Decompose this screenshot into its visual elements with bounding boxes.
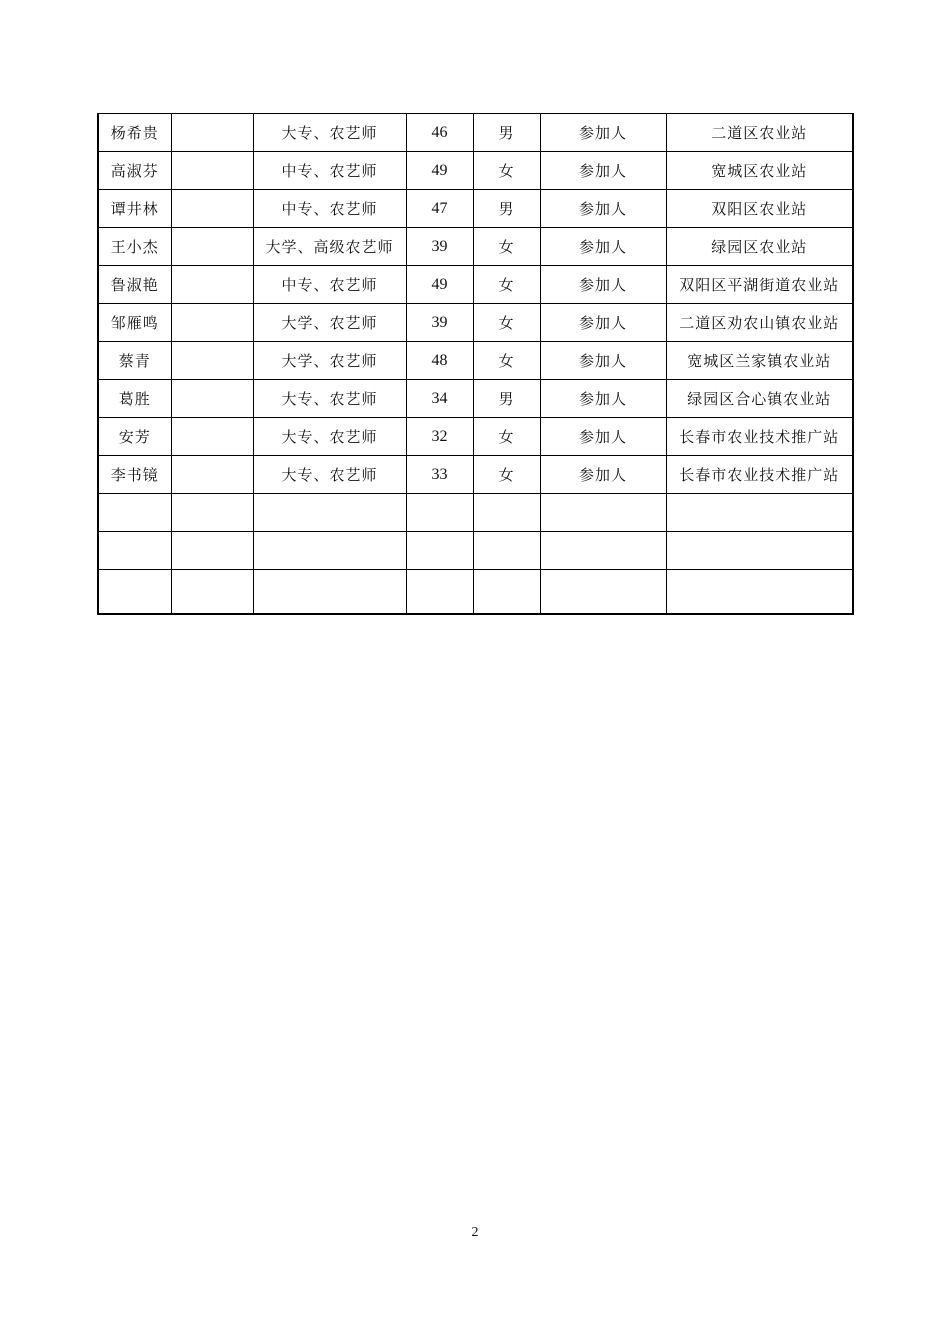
role-cell: 参加人 (540, 152, 666, 190)
role-cell: 参加人 (540, 342, 666, 380)
education-cell: 大专、农艺师 (253, 456, 406, 494)
unit-cell (666, 532, 853, 570)
education-cell: 中专、农艺师 (253, 266, 406, 304)
education-cell: 大专、农艺师 (253, 418, 406, 456)
role-cell: 参加人 (540, 228, 666, 266)
role-cell: 参加人 (540, 114, 666, 152)
age-cell (406, 532, 473, 570)
education-cell: 大学、农艺师 (253, 342, 406, 380)
name-cell: 邹雁鸣 (98, 304, 171, 342)
unit-cell: 二道区劝农山镇农业站 (666, 304, 853, 342)
role-cell: 参加人 (540, 380, 666, 418)
table-row (98, 456, 853, 494)
name-cell (98, 570, 171, 615)
education-cell: 大专、农艺师 (253, 380, 406, 418)
table-row (98, 114, 853, 152)
age-cell: 34 (406, 380, 473, 418)
age-cell: 49 (406, 266, 473, 304)
blank-cell (171, 190, 253, 228)
name-cell: 葛胜 (98, 380, 171, 418)
table-row (98, 228, 853, 266)
unit-cell: 绿园区合心镇农业站 (666, 380, 853, 418)
education-cell: 中专、农艺师 (253, 152, 406, 190)
blank-cell (171, 152, 253, 190)
table-row (98, 342, 853, 380)
gender-cell: 女 (473, 456, 540, 494)
participant-table (97, 113, 854, 615)
table-row (98, 152, 853, 190)
name-cell: 鲁淑艳 (98, 266, 171, 304)
gender-cell: 女 (473, 152, 540, 190)
gender-cell (473, 494, 540, 532)
gender-cell: 女 (473, 228, 540, 266)
table-row (98, 532, 853, 570)
unit-cell (666, 494, 853, 532)
role-cell: 参加人 (540, 190, 666, 228)
education-cell (253, 570, 406, 615)
table-row (98, 190, 853, 228)
education-cell (253, 494, 406, 532)
role-cell (540, 494, 666, 532)
name-cell: 王小杰 (98, 228, 171, 266)
role-cell: 参加人 (540, 266, 666, 304)
unit-cell: 双阳区农业站 (666, 190, 853, 228)
gender-cell: 女 (473, 304, 540, 342)
role-cell: 参加人 (540, 456, 666, 494)
education-cell (253, 532, 406, 570)
name-cell: 李书镜 (98, 456, 171, 494)
education-cell: 大专、农艺师 (253, 114, 406, 152)
gender-cell: 男 (473, 114, 540, 152)
education-cell: 大学、农艺师 (253, 304, 406, 342)
role-cell: 参加人 (540, 418, 666, 456)
age-cell: 33 (406, 456, 473, 494)
age-cell: 49 (406, 152, 473, 190)
name-cell: 蔡青 (98, 342, 171, 380)
age-cell (406, 570, 473, 615)
gender-cell: 男 (473, 190, 540, 228)
table-row (98, 418, 853, 456)
role-cell: 参加人 (540, 304, 666, 342)
age-cell: 39 (406, 304, 473, 342)
blank-cell (171, 532, 253, 570)
age-cell (406, 494, 473, 532)
blank-cell (171, 456, 253, 494)
name-cell: 高淑芬 (98, 152, 171, 190)
age-cell: 46 (406, 114, 473, 152)
blank-cell (171, 114, 253, 152)
table-row (98, 266, 853, 304)
blank-cell (171, 570, 253, 615)
blank-cell (171, 266, 253, 304)
name-cell (98, 532, 171, 570)
unit-cell: 长春市农业技术推广站 (666, 456, 853, 494)
education-cell: 大学、高级农艺师 (253, 228, 406, 266)
unit-cell (666, 570, 853, 615)
age-cell: 48 (406, 342, 473, 380)
unit-cell: 宽城区农业站 (666, 152, 853, 190)
page-number: 2 (471, 1225, 479, 1240)
education-cell: 中专、农艺师 (253, 190, 406, 228)
unit-cell: 双阳区平湖街道农业站 (666, 266, 853, 304)
blank-cell (171, 228, 253, 266)
gender-cell (473, 532, 540, 570)
age-cell: 47 (406, 190, 473, 228)
table-row (98, 570, 853, 615)
name-cell (98, 494, 171, 532)
blank-cell (171, 380, 253, 418)
role-cell (540, 570, 666, 615)
name-cell: 杨希贵 (98, 114, 171, 152)
table-row (98, 494, 853, 532)
age-cell: 32 (406, 418, 473, 456)
gender-cell: 男 (473, 380, 540, 418)
gender-cell: 女 (473, 266, 540, 304)
blank-cell (171, 418, 253, 456)
gender-cell (473, 570, 540, 615)
blank-cell (171, 494, 253, 532)
unit-cell: 长春市农业技术推广站 (666, 418, 853, 456)
gender-cell: 女 (473, 342, 540, 380)
unit-cell: 绿园区农业站 (666, 228, 853, 266)
table-row (98, 304, 853, 342)
name-cell: 谭井林 (98, 190, 171, 228)
role-cell (540, 532, 666, 570)
age-cell: 39 (406, 228, 473, 266)
blank-cell (171, 342, 253, 380)
gender-cell: 女 (473, 418, 540, 456)
table-row (98, 380, 853, 418)
unit-cell: 二道区农业站 (666, 114, 853, 152)
unit-cell: 宽城区兰家镇农业站 (666, 342, 853, 380)
name-cell: 安芳 (98, 418, 171, 456)
blank-cell (171, 304, 253, 342)
